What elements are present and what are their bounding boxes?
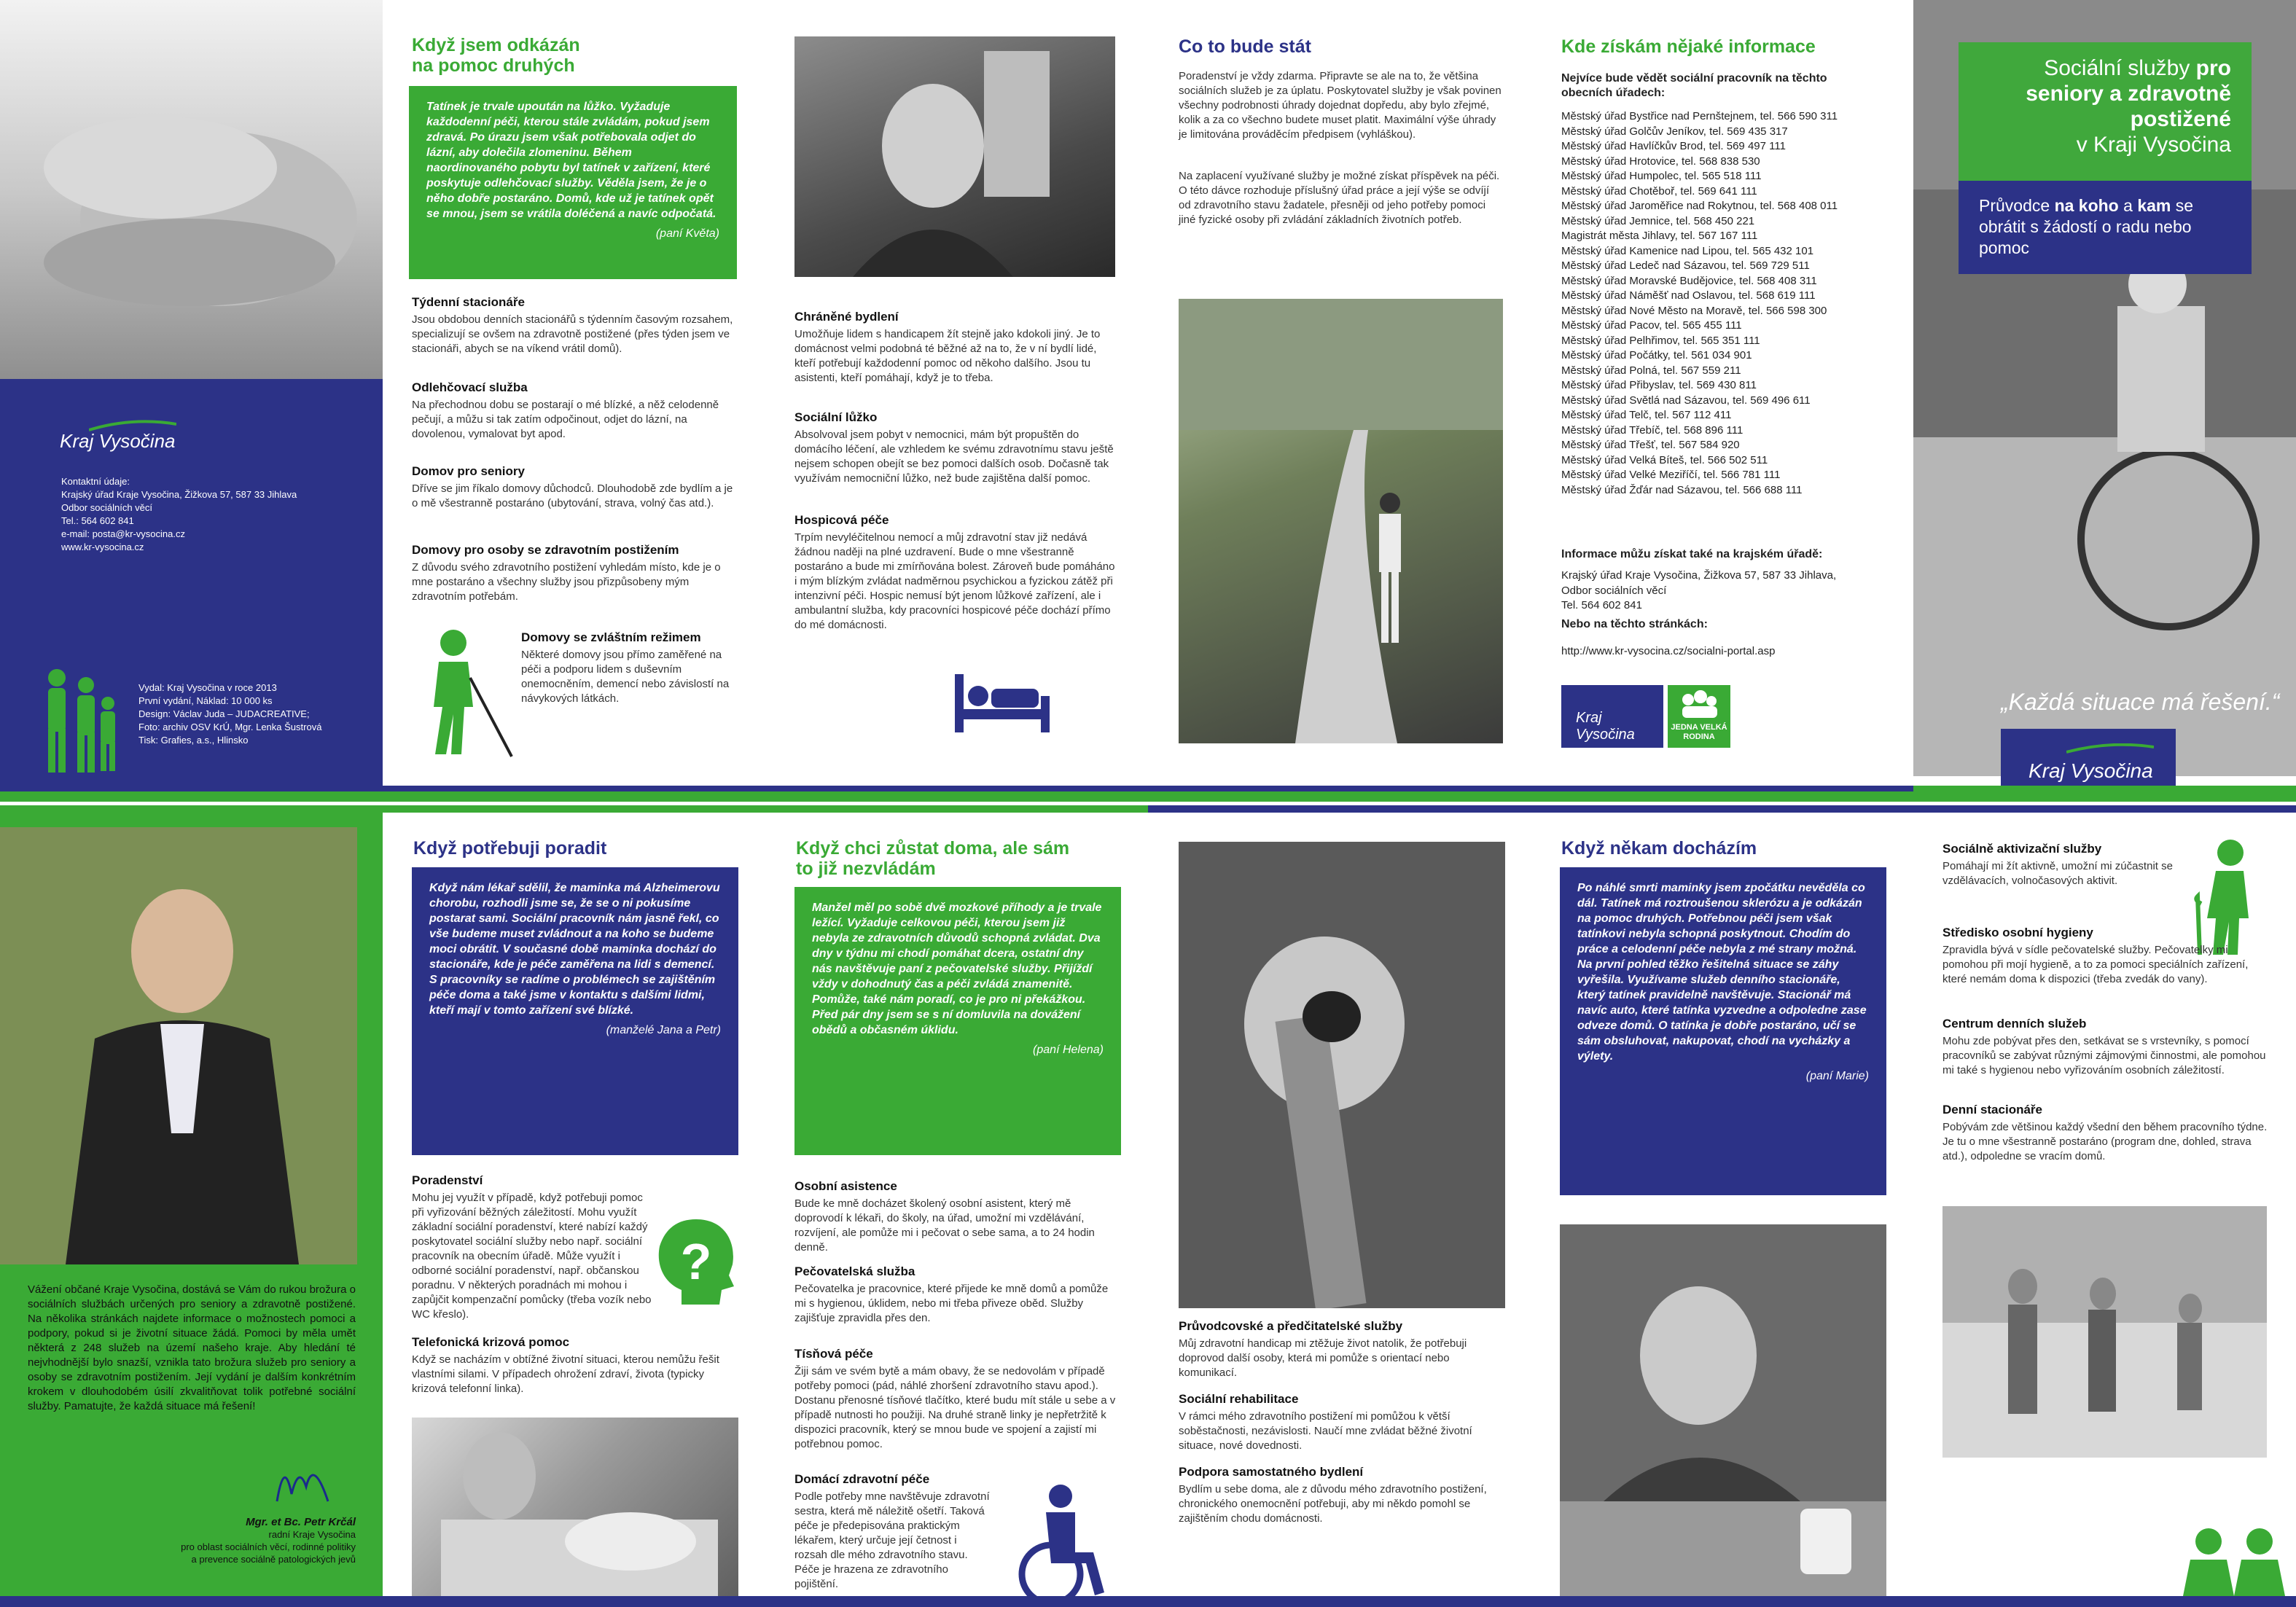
service-title: Domovy se zvláštním režimem: [521, 630, 701, 644]
service-text: Dříve se jim říkalo domovy důchodců. Dlouhodobě zde bydlím a je o mě všestranně postaráno (ubytování, strava, volný čas atd.).: [412, 482, 733, 509]
office-item: Městský úřad Přibyslav, tel. 569 430 811: [1561, 379, 1757, 391]
caregiver-photo: [412, 1418, 738, 1606]
signatory-role: pro oblast sociálních věcí, rodinné politiky: [181, 1541, 356, 1552]
office-item: Městský úřad Pelhřimov, tel. 565 351 111: [1561, 334, 1760, 347]
family-icon: [1668, 685, 1730, 722]
service-text: Zpravidla bývá v sídle pečovatelské služby. Pečovatelky mi pomohou při mojí hygieně, a to za pomoci speciálních zařízení, které nemám doma k dispozici (třeba zvedák do vany).: [1942, 944, 2249, 985]
service-title: Domovy pro osoby se zdravotním postižením: [412, 543, 679, 557]
cover-title-bold: pro seniory a zdravotně postižené: [2026, 56, 2231, 131]
office-item: Městský úřad Třebíč, tel. 568 896 111: [1561, 423, 1744, 437]
quote-box: [409, 86, 737, 279]
panel-housing-care: [765, 0, 1148, 802]
councillor-photo: [0, 827, 357, 1264]
cover-sub-part: Průvodce: [1979, 196, 2055, 215]
quote-signature: (paní Marie): [1805, 1070, 1869, 1082]
service-senior-home: [412, 464, 740, 511]
quote-box: [1560, 867, 1886, 1195]
service-home-care: [794, 1264, 1121, 1326]
panel-heading: Když chci zůstat doma, ale sám to již nezvládám: [796, 838, 1070, 879]
quote-box: [794, 887, 1121, 1155]
service-title: Sociálně aktivizační služby: [1942, 842, 2102, 856]
panel-activation-services: [1913, 805, 2296, 1607]
imprint-line: Tisk: Grafies, a.s., Hlinsko: [138, 735, 249, 746]
service-title: Chráněné bydlení: [794, 310, 899, 324]
service-text: Podle potřeby mne navštěvuje zdravotní sestra, která mě náležitě ošetří. Taková péče je předepisována praktickým lékařem, který určuje její četnost i rozsah dle mého zdravotního stavu. Péče je hrazena ze zdravotního pojištění.: [794, 1490, 990, 1590]
panel-stay-home: [765, 805, 1148, 1607]
office-item: Městský úřad Hrotovice, tel. 568 838 530: [1561, 155, 1760, 168]
service-text: Mohu jej využít v případě, když potřebuji pomoc při vyřizování běžných záležitostí. Mohu využít základní sociální poradenství, které nabízí každý poskytovatel sociální služby nebo např. sociální pracovník na obecním úřadě. Může využít i odborné sociální poradenství, např. občanskou poradnu. V některých poradnách mi mohou i zapůjčit kompenzační pomůcky (třeba vozík nebo WC křeslo).: [412, 1192, 652, 1321]
service-title: Centrum denních služeb: [1942, 1017, 2087, 1031]
service-title: Průvodcovské a předčitatelské služby: [1179, 1319, 1403, 1333]
service-title: Hospicová péče: [794, 513, 889, 527]
service-title: Středisko osobní hygieny: [1942, 926, 2093, 939]
signature: [270, 1450, 335, 1516]
brochure-inner-side: [0, 805, 2296, 1607]
panel-day-services: [1531, 805, 1913, 1607]
service-text: Trpím nevyléčitelnou nemocí a můj zdravotní stav již nedává žádnou naději na plné uzdravení. Bude o mne všestranně postaráno a bude mi zmírňována bolest. Zároveň bude pomáháno i mým blízkým zvládat nadměrnou psychickou a fyzickou zátěž při intenzivní péči. Hospic nemusí být jenom lůžkové zařízení, ale i ambulantní služba, kdy pracovníci hospicové péče dochází přímo do mé domácnosti.: [794, 531, 1115, 631]
service-text: Žiji sám ve svém bytě a mám obavy, že se nedovolám v případě potřeby pomoci (pád, náhlé zhoršení zdravotního stavu apod.). Dostanu přenosné tísňové tlačítko, které budu mít stále u sebe a v případě nutnosti ho použiji. Na druhé straně linky je nepřetržitě k dispozici pracovník, který se mnou bude ve spojení a zajistí mi potřebnou pomoc.: [794, 1365, 1116, 1450]
regional-office-line: Tel. 564 602 841: [1561, 599, 1642, 611]
service-social-bed: [794, 410, 1115, 486]
service-text: Z důvodu svého zdravotního postižení vyhledám místo, kde je o mne postaráno a všechny služby jsou přizpůsobeny mým zdravotním potřebám.: [412, 561, 721, 603]
service-special-regime: [521, 630, 740, 706]
office-item: Městský úřad Moravské Budějovice, tel. 568 408 311: [1561, 274, 1817, 287]
family-group-icon: [35, 663, 122, 787]
two-people-icon: [2176, 1523, 2292, 1596]
office-item: Městský úřad Jemnice, tel. 568 450 221: [1561, 214, 1755, 227]
cover-subtitle: [1959, 181, 2252, 274]
logo-text: Kraj Vysočina: [2028, 759, 2153, 782]
service-text: Mohu zde pobývat přes den, setkávat se s vrstevníky, s pomocí pracovníků se zabývat různými zájmovými činnostmi, ale pomohou mi také s hygienou nebo vyřizováním osobních záležitostí.: [1942, 1035, 2266, 1076]
office-item: Městský úřad Havlíčkův Brod, tel. 569 497 111: [1561, 140, 1786, 152]
office-item: Městský úřad Ledeč nad Sázavou, tel. 569 729 511: [1561, 259, 1810, 272]
jedna-velka-rodina-logo: [1668, 685, 1730, 748]
blind-person-icon: [413, 627, 515, 758]
service-title: Pečovatelská služba: [794, 1264, 915, 1278]
panel-heading: Když jsem odkázán na pomoc druhých: [412, 35, 580, 76]
signatory: [28, 1516, 356, 1565]
panel-heading: Kde získám nějaké informace: [1561, 36, 1816, 57]
regional-office-details: [1561, 568, 1897, 614]
contact-block: [0, 379, 383, 802]
bottom-strip-blue: [0, 786, 1913, 791]
office-item: Městský úřad Golčův Jeníkov, tel. 569 435 317: [1561, 125, 1788, 138]
wheelchair-icon: [1006, 1483, 1115, 1607]
office-item: Magistrát města Jihlavy, tel. 567 167 111: [1561, 230, 1758, 242]
service-text: Můj zdravotní handicap mi ztěžuje život natolik, že potřebuji doprovod další osoby, která mi pomůže s orientací nebo komunikací.: [1179, 1337, 1467, 1379]
regional-office-line: Odbor sociálních věcí: [1561, 584, 1667, 597]
nordic-walking-photo: [1942, 1206, 2267, 1458]
service-day-stationary: [1942, 1103, 2270, 1164]
logo2-text: JEDNA VELKÁ RODINA: [1671, 723, 1727, 741]
crutch-illustration: [1179, 842, 1505, 1308]
office-item: Městský úřad Chotěboř, tel. 569 641 111: [1561, 184, 1757, 198]
field-path-illustration: [1179, 299, 1503, 743]
service-title: Poradenství: [412, 1173, 483, 1187]
office-item: Městský úřad Světlá nad Sázavou, tel. 569 496 611: [1561, 394, 1811, 407]
service-text: Na přechodnou dobu se postarají o mé blízké, a něž celodenně pečují, a můžu si tak zatím odpočinout, odjet do lázní, na dovolenou, vymalovat byt apod.: [412, 399, 719, 440]
quote-text: Když nám lékař sdělil, že maminka má Alzheimerovu chorobu, rozhodli jsme se, že se o ni pokusíme postarat sami. Sociální pracovník nám jasně řekl, co vše budeme muset zvládnout a na koho se budeme moci obrátit. V současné době maminka dochází do stacionáře, kde je péče zaměřena na lidi s demencí. S pracovníky se radíme o problémech se zajištěním péče doma a také jsme v kontaktu s dalšími lidmi, kteří mají v tomto zařízení své blízké.: [429, 882, 720, 1017]
service-title: Osobní asistence: [794, 1179, 897, 1193]
office-item: Městský úřad Telč, tel. 567 112 411: [1561, 409, 1732, 421]
service-text: Pomáhají mi žít aktivně, umožní mi zúčastnit se vzdělávacích, volnočasových aktivit.: [1942, 860, 2173, 887]
office-item: Městský úřad Velká Bíteš, tel. 566 502 511: [1561, 453, 1768, 466]
kraj-vysocina-logo: [60, 430, 176, 453]
cover-sub-part: se obrátit s žádostí o radu nebo pomoc: [1979, 196, 2194, 257]
caregiver-illustration: [412, 1418, 738, 1606]
office-item: Městský úřad Pacov, tel. 565 455 111: [1561, 319, 1742, 332]
office-item: Městský úřad Polná, tel. 567 559 211: [1561, 364, 1741, 377]
cover-sub-part: a: [2118, 196, 2138, 215]
cover-title-region: v Kraji Vysočina: [2076, 133, 2231, 157]
nordic-walking-illustration: [1942, 1206, 2267, 1458]
office-item: Městský úřad Počátky, tel. 561 034 901: [1561, 349, 1752, 361]
office-item: Městský úřad Nové Město na Moravě, tel. 566 598 300: [1561, 304, 1827, 317]
contact-label: Kontaktní údaje:: [61, 476, 130, 487]
elderly-man-table-photo: [1560, 1224, 1886, 1596]
welcome-letter: Vážení občané Kraje Vysočina, dostává se Vám do rukou brožura o sociálních službách určených pro seniory a zdravotně postižené. Na několika stránkách najdete informace o možnostech pomoci a podpory, pokud si je životní situace žádá. Pomoci by měla umět některá z 248 služeb na území našeho kraje. Aby hledání té nejvhodnější bylo snazší, vznikla tato brožura služeb pro seniory a osoby se zdravotním postižením. Její vydání je dalším konkrétním krokem v dlouhodobém úsilí zkvalitňovat tolik potřebné sociální služby. Pamatujte, že každá situace má řešení!: [28, 1283, 356, 1412]
office-item: Městský úřad Náměšť nad Oslavou, tel. 568 619 111: [1561, 289, 1816, 302]
service-title: Sociální rehabilitace: [1179, 1392, 1299, 1406]
service-title: Tísňová péče: [794, 1347, 873, 1361]
service-title: Týdenní stacionáře: [412, 295, 525, 309]
service-text: Když se nacházím v obtížné životní situaci, kterou nemůžu řešit vlastními silami. V případech ohrožení zdraví, života (typicky krizová telefonní linka).: [412, 1353, 719, 1395]
quote-box: [412, 867, 738, 1155]
service-guide-reading: [1179, 1319, 1505, 1380]
imprint-line: Design: Václav Juda – JUDACREATIVE;: [138, 708, 310, 719]
contact-email[interactable]: e-mail: posta@kr-vysocina.cz: [61, 528, 185, 539]
office-item: Městský úřad Třešť, tel. 567 584 920: [1561, 439, 1740, 451]
panel-where-info: [1531, 0, 1913, 802]
service-independent-living: [1179, 1465, 1505, 1526]
service-text: Umožňuje lidem s handicapem žít stejně jako kdokoli jiný. Je to domácnost velmi podobná té běžné až na to, že v ní bydlí lidé, kteří potřebují každodenní pomoc od někoho dalšího. Jsou tu asistenti, kteří pomáhají, když je to třeba.: [794, 328, 1101, 384]
contact-address: Krajský úřad Kraje Vysočina, Žižkova 57, 587 33 Jihlava: [61, 489, 297, 500]
cover-sub-bold: na koho: [2054, 196, 2119, 215]
regional-office-line: Krajský úřad Kraje Vysočina, Žižkova 57, 587 33 Jihlava,: [1561, 569, 1837, 582]
contact-dept: Odbor sociálních věcí: [61, 502, 153, 513]
service-text: V rámci mého zdravotního postižení mi pomůžou k větší soběstačnosti, nezávislosti. Naučí mne zvládat běžné životní situace, nové dovednosti.: [1179, 1410, 1472, 1452]
cover-sub-bold: kam: [2137, 196, 2171, 215]
office-list: [1561, 109, 1897, 498]
hands-illustration: [0, 0, 383, 379]
bed-icon: [955, 667, 1050, 732]
web-heading: Nebo na těchto stránkách:: [1561, 618, 1708, 630]
service-hygiene-center: [1942, 926, 2270, 987]
service-counselling: [412, 1173, 652, 1322]
service-emergency-care: [794, 1347, 1121, 1452]
service-title: Podpora samostatného bydlení: [1179, 1465, 1364, 1479]
service-crisis-line: [412, 1335, 738, 1396]
office-item: Městský úřad Žďár nad Sázavou, tel. 566 688 111: [1561, 483, 1803, 496]
crutch-photo: [1179, 842, 1505, 1308]
contact-web[interactable]: www.kr-vysocina.cz: [61, 541, 144, 552]
kraj-logo-box: [1561, 685, 1663, 748]
service-text: Bydlím u sebe doma, ale z důvodu mého zdravotního postižení, chronického onemocnění potřebuji, aby mi někdo pomohl se zajištěním chodu domácnosti.: [1179, 1483, 1487, 1525]
hands-photo: [0, 0, 383, 379]
cover-title-box: [1959, 42, 2252, 274]
service-title: Odlehčovací služba: [412, 380, 528, 394]
panel-need-advice: [383, 805, 765, 1607]
service-home-health: [794, 1472, 991, 1592]
service-weekly-stationary: [412, 295, 740, 356]
quote-text: Po náhlé smrti maminky jsem zpočátku nevěděla co dál. Tatínek má roztroušenou sklerózu a je odkázán na pomoc druhých. Potřebnou péči jsem však tatínkovi nebyla schopná poskytnout. Chodím do práce a celodenní péče nebyla z mé strany možná. Na první pohled těžko řešitelná situace se záhy vyřešila. Využívame služeb denního stacionáře, který tatínek pravidelně navštěvuje. Stacionář má navíc auto, které tatínka vyzvedne a odpoledne zase odveze domů. O tatínka je dobře postaráno, učí se sám obsluhovat, nakupovat, chodí na vycházky a výlety.: [1577, 882, 1867, 1063]
service-title: Telefonická krizová pomoc: [412, 1335, 570, 1349]
costs-paragraph: [1179, 69, 1503, 142]
service-hospice: [794, 513, 1115, 633]
office-item: Městský úřad Humpolec, tel. 565 518 111: [1561, 170, 1762, 182]
service-text: Pobývám zde většinou každý všední den během pracovního týdne. Je tu o mne všestranně postaráno (program dne, dohled, strava atd.), odpoledne se vracím domů.: [1942, 1121, 2268, 1162]
bottom-strip-blue: [0, 1596, 2296, 1607]
service-respite: [412, 380, 740, 442]
office-item: Městský úřad Kamenice nad Lipou, tel. 565 432 101: [1561, 244, 1814, 257]
contact-details: [61, 475, 353, 554]
quote-signature: (paní Helena): [1033, 1044, 1104, 1056]
elderly-man-illustration: [794, 36, 1115, 277]
panel-heading: Když někam docházím: [1561, 838, 1757, 859]
office-item: Městský úřad Velké Meziříčí, tel. 566 781 111: [1561, 469, 1781, 481]
quote-signature: (paní Květa): [655, 227, 719, 240]
question-head-icon: [652, 1213, 740, 1308]
allowance-paragraph: [1179, 169, 1503, 227]
service-title: Denní stacionáře: [1942, 1103, 2042, 1117]
imprint: [138, 681, 372, 747]
signatory-role: radní Kraje Vysočina: [268, 1529, 356, 1540]
service-day-center: [1942, 1017, 2270, 1078]
cover-title-part: Sociální služby: [2044, 56, 2196, 80]
logo-text: Kraj Vysočina: [1576, 710, 1635, 743]
panel-heading: Co to bude stát: [1179, 36, 1311, 57]
cover-panel: [1913, 0, 2296, 802]
quote-signature: (manželé Jana a Petr): [606, 1024, 721, 1036]
cover-title: [1959, 42, 2252, 181]
councillor-illustration: [0, 827, 357, 1264]
elderly-man-photo: [794, 36, 1115, 277]
offices-intro: Nejvíce bude vědět sociální pracovník na těchto obecních úřadech:: [1561, 72, 1827, 99]
brochure-outer-side: [0, 0, 2296, 802]
service-text: Pečovatelka je pracovnice, které přijede ke mně domů a pomůže mi s hygienou, úklidem, nebo mi třeba přiveze oběd. Služby zajišťuje zpravidla přes den.: [794, 1283, 1109, 1324]
logo-swoosh-icon: [89, 420, 176, 431]
service-title: Sociální lůžko: [794, 410, 878, 424]
welcome-panel: [0, 805, 383, 1607]
service-text: Některé domovy jsou přímo zaměřené na péči a podporu lidem s duševním onemocněním, demencí nebo závislostí na návykových látkách.: [521, 649, 730, 705]
cover-motto: „Každá situace má řešení.“: [2001, 689, 2280, 715]
regional-office-heading: Informace můžu získat také na krajském úřadě:: [1561, 548, 1823, 560]
service-text: Jsou obdobou denních stacionářů s týdenním časovým rozsahem, specializují se ovšem na zdravotně postižené (přes týden jsem ve stacionáři, abych se na víkend vrátil domů).: [412, 313, 733, 355]
service-text: Bude ke mně docházet školený osobní asistent, který mě doprovodí k lékaři, do školy, na úřad, umožní mi vzdělávání, rozvíjení, ale pomůže mi i pečovat o sebe sama, a to 24 hodin denně.: [794, 1197, 1095, 1254]
service-disabled-home: [412, 543, 740, 604]
service-title: Domov pro seniory: [412, 464, 525, 478]
office-item: Městský úřad Bystřice nad Pernštejnem, tel. 566 590 311: [1561, 110, 1838, 122]
elderly-man-table-illustration: [1560, 1224, 1886, 1596]
contact-tel: Tel.: 564 602 841: [61, 515, 134, 526]
signatory-role: a prevence sociálně patologických jevů: [191, 1554, 356, 1565]
imprint-line: Vydal: Kraj Vysočina v roce 2013: [138, 682, 277, 693]
service-social-activation: [1942, 842, 2190, 888]
panel-heading: Když potřebuji poradit: [413, 838, 607, 859]
walking-woman-photo: [1179, 299, 1503, 743]
service-social-rehabilitation: [1179, 1392, 1505, 1453]
back-panel: [0, 0, 383, 802]
web-link[interactable]: http://www.kr-vysocina.cz/socialni-portal.asp: [1561, 645, 1776, 657]
imprint-line: První vydání, Náklad: 10 000 ks: [138, 695, 273, 706]
paragraph-text: Na zaplacení využívané služby je možné získat příspěvek na péči. O této dávce rozhoduje příslušný úřad práce a její výše se odvíjí od zdravotního stavu žadatele, přesněji od jeho potřeby pomoci jiné fyzické osoby při zvládání základních životních potřeb.: [1179, 170, 1500, 226]
svg-text:?: ?: [680, 1233, 712, 1290]
panel-support-services: [1148, 805, 1531, 1607]
imprint-line: Foto: archiv OSV KrÚ, Mgr. Lenka Šustrová: [138, 722, 322, 732]
service-text: Absolvoval jsem pobyt v nemocnici, mám být propuštěn do domácího léčení, ale vzhledem ke svému zdravotnímu stavu ještě nejsem schopen obejít se bez pomoci dalších osob. Dočasně tak využívám nemocniční lůžko, než bude zajištěna další pomoc.: [794, 429, 1114, 485]
service-title: Domácí zdravotní péče: [794, 1472, 930, 1486]
quote-text: Manžel měl po sobě dvě mozkové příhody a je trvale ležící. Vyžaduje celkovou péči, kterou jsem již nebyla ze zdravotních důvodů schopná zvládat. Dva dny v týdnu mi chodí pomáhat dcera, ostatní dny nás navštěvuje paní z pečovatelské služby. Přijíždí vždy v dohodnutý čas a péči zvládá znamenitě. Pomůže, také nám poradí, co je pro ni překážkou. Před pár dny jsem se s ní domluvila na dovážení obědů a občasném úklidu.: [812, 902, 1102, 1036]
logo-swoosh-icon: [2066, 743, 2154, 754]
panel-costs: [1148, 0, 1531, 802]
paragraph-text: Poradenství je vždy zdarma. Připravte se ale na to, že většina sociálních služeb je za úplatu. Poskytovatel služby je však povinen všechny podrobnosti úhrady dojednat dopředu, aby bylo zřejmé, kolik a za co všechno budete muset platit. Maximální výše úhrady je limitována prováděcím předpisem (vyhláškou).: [1179, 70, 1502, 141]
office-item: Městský úřad Jaroměřice nad Rokytnou, tel. 568 408 011: [1561, 200, 1838, 212]
logo-text: Kraj Vysočina: [60, 430, 176, 452]
service-personal-assistance: [794, 1179, 1121, 1255]
quote-text: Tatínek je trvale upoután na lůžko. Vyžaduje každodenní péči, kterou stále zvládám, pokud jsem zdravá. Po úrazu jsem však potřebovala odjet do lázní, aby dolečila zlomeninu. Během naordinovaného pobytu byl tatínek v zařízení, které poskytuje odlehčovací služby. Věděla jsem, že je o něho dobře postaráno. Domů, kde už je tatínek opět se mnou, jsem se vrátila doléčená a navíc odpočatá.: [426, 101, 716, 220]
signatory-name: Mgr. et Bc. Petr Krčál: [246, 1516, 356, 1528]
service-sheltered-housing: [794, 310, 1115, 386]
panel-dependent-on-help: [383, 0, 765, 802]
